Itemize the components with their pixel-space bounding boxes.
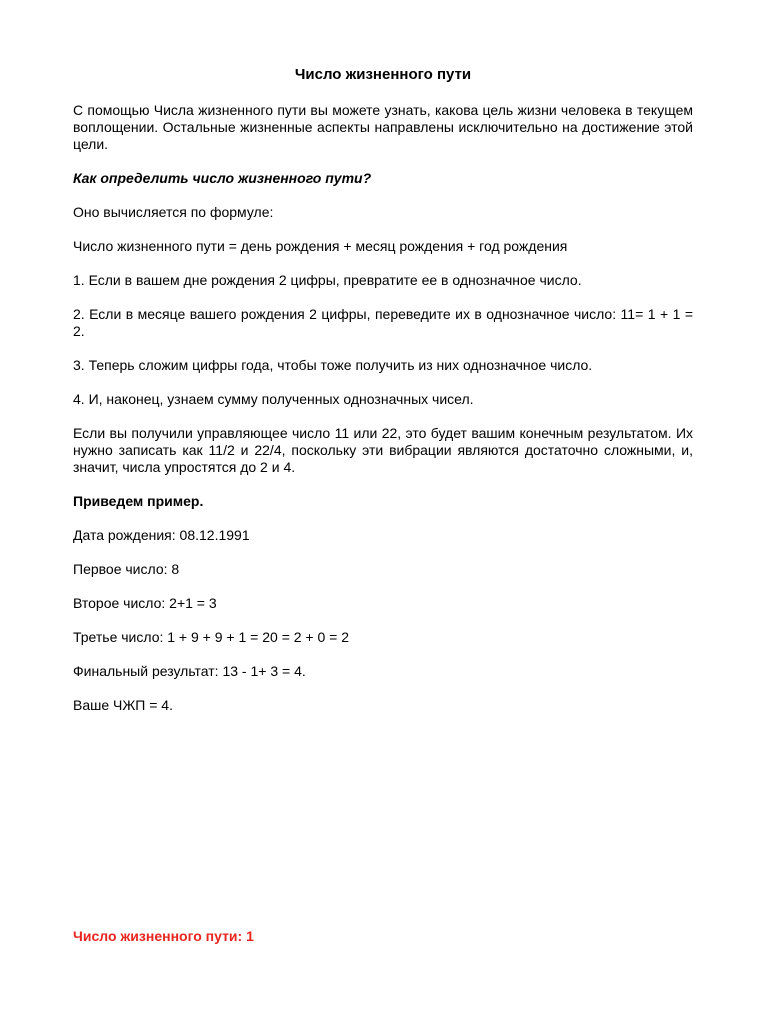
footer-life-path-number: Число жизненного пути: 1 — [73, 928, 254, 944]
example-first-number: Первое число: 8 — [73, 561, 180, 577]
step-3: 3. Теперь сложим цифры года, чтобы тоже получить из них однозначное число. — [73, 357, 593, 373]
example-second-number: Второе число: 2+1 = 3 — [73, 595, 217, 611]
example-heading: Приведем пример. — [73, 493, 204, 509]
intro-paragraph: С помощью Числа жизненного пути вы можете узнать, какова цель жизни человека в текущем воплощении. Остальные жизненные аспекты направлены исключительно на достижение этой цели. — [73, 102, 693, 152]
step-2: 2. Если в месяце вашего рождения 2 цифры, переведите их в однозначное число: 11= 1 + 1 = 2. — [73, 306, 693, 339]
master-number-note: Если вы получили управляющее число 11 или 22, это будет вашим конечным результатом. Их нужно записать как 11/2 и 22/4, поскольку эти вибрации являются достаточно сложными, и, значит, числа упростятся до 2 и 4. — [73, 425, 693, 475]
document-body — [73, 66, 693, 731]
formula-intro: Оно вычисляется по формуле: — [73, 204, 274, 220]
example-final-result: Финальный результат: 13 - 1+ 3 = 4. — [73, 663, 306, 679]
formula-line: Число жизненного пути = день рождения + месяц рождения + год рождения — [73, 238, 568, 254]
step-1: 1. Если в вашем дне рождения 2 цифры, превратите ее в однозначное число. — [73, 272, 582, 288]
step-4: 4. И, наконец, узнаем сумму полученных однозначных чисел. — [73, 391, 474, 407]
example-answer: Ваше ЧЖП = 4. — [73, 697, 173, 713]
section-subheading: Как определить число жизненного пути? — [73, 170, 372, 186]
document-title: Число жизненного пути — [294, 66, 472, 83]
example-third-number: Третье число: 1 + 9 + 9 + 1 = 20 = 2 + 0 = 2 — [73, 629, 350, 645]
example-birth-date: Дата рождения: 08.12.1991 — [73, 527, 250, 543]
